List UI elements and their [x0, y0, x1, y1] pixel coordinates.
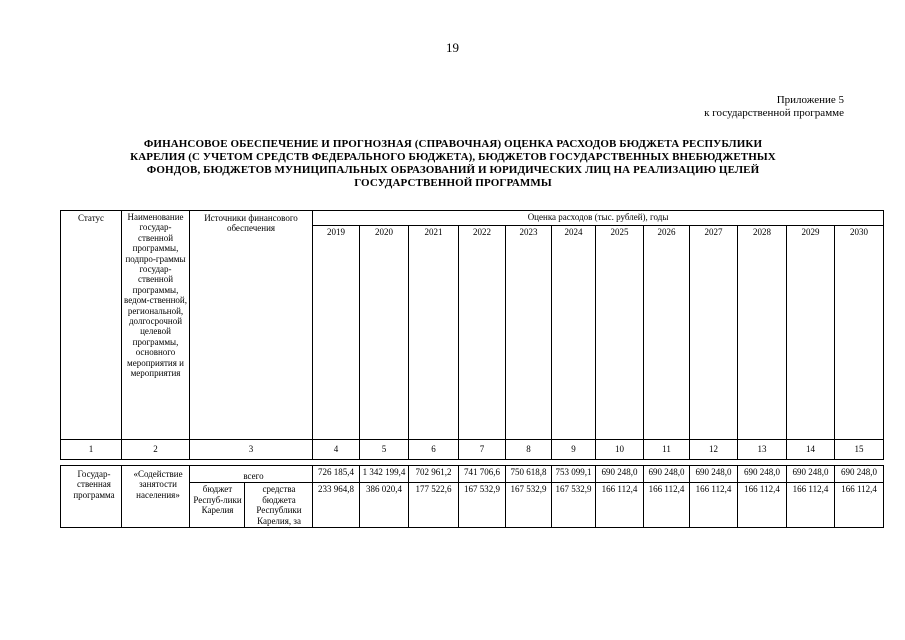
- column-number: 10: [596, 440, 644, 460]
- table-header-row: [61, 211, 884, 226]
- column-number: 9: [552, 440, 596, 460]
- header-status: Статус: [61, 211, 122, 440]
- value-cell: 741 706,6: [459, 466, 506, 483]
- year-header: 2027: [690, 226, 738, 440]
- source-sub-label-b: средства бюджета Республики Карелия, за: [245, 483, 313, 528]
- page-number: 19: [446, 40, 459, 55]
- column-number: 14: [787, 440, 835, 460]
- year-header: 2030: [835, 226, 884, 440]
- column-number: 6: [409, 440, 459, 460]
- year-header: 2023: [506, 226, 552, 440]
- title-line: ФОНДОВ, БЮДЖЕТОВ МУНИЦИПАЛЬНЫХ ОБРАЗОВАНИЙ И ЮРИДИЧЕСКИХ ЛИЦ НА РЕАЛИЗАЦИЮ ЦЕЛЕЙ: [146, 164, 760, 176]
- column-number: 11: [644, 440, 690, 460]
- appendix-line-1: Приложение 5: [776, 94, 844, 106]
- appendix-line-2: к государственной программе: [704, 107, 844, 119]
- year-header: 2024: [552, 226, 596, 440]
- value-cell: 166 112,4: [596, 483, 644, 528]
- source-total-label: всего: [190, 466, 313, 483]
- value-cell: 167 532,9: [506, 483, 552, 528]
- column-number: 8: [506, 440, 552, 460]
- year-header: 2025: [596, 226, 644, 440]
- year-header: 2022: [459, 226, 506, 440]
- value-cell: 233 964,8: [313, 483, 360, 528]
- value-cell: 726 185,4: [313, 466, 360, 483]
- source-sub-label-a: бюджет Респуб-лики Карелия: [190, 483, 245, 528]
- value-cell: 690 248,0: [690, 466, 738, 483]
- appendix-note: [704, 94, 844, 120]
- title-line: КАРЕЛИЯ (С УЧЕТОМ СРЕДСТВ ФЕДЕРАЛЬНОГО БЮДЖЕТА), БЮДЖЕТОВ ГОСУДАРСТВЕННЫХ ВНЕБЮДЖЕТНЫХ: [130, 151, 776, 163]
- column-number: 2: [122, 440, 190, 460]
- year-header: 2021: [409, 226, 459, 440]
- column-number: 5: [360, 440, 409, 460]
- document-title: [62, 138, 844, 190]
- column-number: 12: [690, 440, 738, 460]
- year-header: 2028: [738, 226, 787, 440]
- value-cell: 166 112,4: [835, 483, 884, 528]
- value-cell: 386 020,4: [360, 483, 409, 528]
- year-header: 2019: [313, 226, 360, 440]
- header-estimate: Оценка расходов (тыс. рублей), годы: [313, 211, 884, 226]
- value-cell: 177 522,6: [409, 483, 459, 528]
- value-cell: 690 248,0: [596, 466, 644, 483]
- value-cell: 1 342 199,4: [360, 466, 409, 483]
- column-number: 15: [835, 440, 884, 460]
- value-cell: 750 618,8: [506, 466, 552, 483]
- value-cell: 690 248,0: [835, 466, 884, 483]
- table-row-total: [61, 466, 884, 483]
- value-cell: 166 112,4: [738, 483, 787, 528]
- column-numbers-row: [61, 440, 884, 460]
- program-name-cell: «Содействие занятости населения»: [122, 466, 190, 528]
- column-number: 3: [190, 440, 313, 460]
- column-number: 4: [313, 440, 360, 460]
- year-header: 2026: [644, 226, 690, 440]
- column-number: 1: [61, 440, 122, 460]
- year-header: 2020: [360, 226, 409, 440]
- title-line: ГОСУДАРСТВЕННОЙ ПРОГРАММЫ: [354, 177, 552, 189]
- value-cell: 166 112,4: [690, 483, 738, 528]
- value-cell: 167 532,9: [459, 483, 506, 528]
- budget-table: [60, 210, 884, 528]
- value-cell: 690 248,0: [787, 466, 835, 483]
- column-number: 7: [459, 440, 506, 460]
- column-number: 13: [738, 440, 787, 460]
- title-line: ФИНАНСОВОЕ ОБЕСПЕЧЕНИЕ И ПРОГНОЗНАЯ (СПРАВОЧНАЯ) ОЦЕНКА РАСХОДОВ БЮДЖЕТА РЕСПУБЛИКИ: [143, 138, 763, 150]
- header-name: Наименование государ-ственной программы, подпро-граммы государ-ственной программы, ведом-ственной, региональной, долгосрочной целевой программы, основного мероприятия и мероприятия: [122, 211, 190, 440]
- value-cell: 753 099,1: [552, 466, 596, 483]
- value-cell: 166 112,4: [644, 483, 690, 528]
- value-cell: 166 112,4: [787, 483, 835, 528]
- status-cell: Государ-ственная программа: [61, 466, 122, 528]
- value-cell: 167 532,9: [552, 483, 596, 528]
- value-cell: 690 248,0: [644, 466, 690, 483]
- header-sources: Источники финансового обеспечения: [190, 211, 313, 440]
- value-cell: 702 961,2: [409, 466, 459, 483]
- year-header: 2029: [787, 226, 835, 440]
- value-cell: 690 248,0: [738, 466, 787, 483]
